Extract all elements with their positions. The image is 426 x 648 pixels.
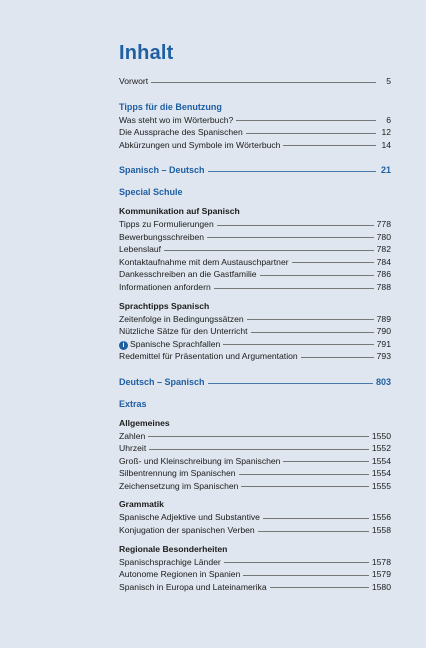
entry-label: Groß- und Kleinschreibung im Spanischen bbox=[119, 455, 281, 466]
dot-leader bbox=[151, 82, 376, 83]
entry-page: 778 bbox=[376, 218, 391, 229]
entry-label: Was steht wo im Wörterbuch? bbox=[119, 114, 234, 125]
dot-leader bbox=[247, 319, 374, 320]
toc-entry[interactable] bbox=[119, 338, 391, 351]
section-heading-special-schule: Special Schule bbox=[119, 186, 183, 197]
toc-entry[interactable] bbox=[119, 442, 391, 455]
entry-label: Deutsch – Spanisch bbox=[119, 376, 205, 387]
info-icon: i bbox=[119, 341, 128, 350]
entry-label: Zahlen bbox=[119, 430, 146, 441]
toc-entry[interactable] bbox=[119, 511, 391, 524]
toc-entry[interactable] bbox=[119, 581, 391, 594]
entry-label: Dankesschreiben an die Gastfamilie bbox=[119, 269, 257, 280]
entry-page: 12 bbox=[381, 127, 391, 138]
entry-page: 1554 bbox=[371, 455, 391, 466]
toc-entry[interactable] bbox=[119, 480, 391, 493]
entry-page: 788 bbox=[376, 281, 391, 292]
dot-leader bbox=[207, 237, 374, 238]
dot-leader bbox=[164, 250, 374, 251]
entry-page: 1552 bbox=[371, 443, 391, 454]
dot-leader bbox=[258, 531, 369, 532]
entry-label: Lebenslauf bbox=[119, 244, 162, 255]
toc-entry[interactable] bbox=[119, 556, 391, 569]
dot-leader bbox=[241, 486, 368, 487]
entry-page: 782 bbox=[376, 244, 391, 255]
toc-entry[interactable] bbox=[119, 350, 391, 363]
entry-page: 793 bbox=[376, 351, 391, 362]
dot-leader bbox=[208, 171, 376, 172]
dot-leader bbox=[236, 120, 376, 121]
dot-leader bbox=[217, 225, 374, 226]
entry-page: 1580 bbox=[371, 581, 391, 592]
page-title: Inhalt bbox=[119, 42, 174, 64]
entry-page: 780 bbox=[376, 231, 391, 242]
toc-entry[interactable] bbox=[119, 231, 391, 244]
toc-entry[interactable] bbox=[119, 325, 391, 338]
entry-page: 1556 bbox=[371, 512, 391, 523]
entry-label: Spanischsprachige Länder bbox=[119, 556, 221, 567]
subsection-heading-allgemeines: Allgemeines bbox=[119, 417, 170, 428]
entry-label: Silbentrennung im Spanischen bbox=[119, 468, 236, 479]
dot-leader bbox=[263, 518, 369, 519]
dot-leader bbox=[224, 562, 369, 563]
entry-label: Nützliche Sätze für den Unterricht bbox=[119, 326, 248, 337]
section-heading-extras: Extras bbox=[119, 398, 147, 409]
toc-entry[interactable] bbox=[119, 218, 391, 231]
entry-page: 1579 bbox=[371, 569, 391, 580]
dot-leader bbox=[251, 332, 374, 333]
toc-entry-deutsch-spanisch[interactable] bbox=[119, 376, 391, 389]
toc-entry[interactable] bbox=[119, 467, 391, 480]
toc-entry[interactable] bbox=[119, 430, 391, 443]
entry-label: Bewerbungsschreiben bbox=[119, 231, 205, 242]
entry-label: Abkürzungen und Symbole im Wörterbuch bbox=[119, 139, 281, 150]
entry-label: Redemittel für Präsentation und Argumentation bbox=[119, 351, 298, 362]
dot-leader bbox=[292, 262, 374, 263]
table-of-contents bbox=[119, 75, 391, 593]
dot-leader bbox=[283, 145, 376, 146]
entry-page: 21 bbox=[380, 165, 391, 176]
subsection-heading-grammatik: Grammatik bbox=[119, 499, 164, 510]
entry-page: 803 bbox=[375, 376, 391, 387]
entry-label: Vorwort bbox=[119, 76, 149, 86]
dot-leader bbox=[208, 383, 373, 384]
entry-page: 1550 bbox=[371, 430, 391, 441]
dot-leader bbox=[246, 133, 376, 134]
entry-label: Autonome Regionen in Spanien bbox=[119, 569, 241, 580]
toc-entry-vorwort[interactable] bbox=[119, 75, 391, 88]
entry-label: Kontaktaufnahme mit dem Austauschpartner bbox=[119, 256, 289, 267]
subsection-heading-regionale: Regionale Besonderheiten bbox=[119, 543, 228, 554]
entry-page: 786 bbox=[376, 269, 391, 280]
entry-page: 1555 bbox=[371, 480, 391, 491]
toc-entry[interactable] bbox=[119, 524, 391, 537]
entry-page: 791 bbox=[376, 338, 391, 349]
entry-page: 5 bbox=[386, 76, 391, 86]
subsection-heading-kommunikation: Kommunikation auf Spanisch bbox=[119, 205, 240, 216]
entry-label: Spanisch – Deutsch bbox=[119, 165, 205, 176]
toc-entry[interactable] bbox=[119, 268, 391, 281]
entry-label: Zeitenfolge in Bedingungssätzen bbox=[119, 313, 244, 324]
entry-page: 784 bbox=[376, 256, 391, 267]
entry-label: Konjugation der spanischen Verben bbox=[119, 525, 255, 536]
toc-entry[interactable] bbox=[119, 568, 391, 581]
entry-page: 790 bbox=[376, 326, 391, 337]
entry-page: 789 bbox=[376, 313, 391, 324]
entry-label: Spanische Adjektive und Substantive bbox=[119, 512, 260, 523]
section-heading-tipps: Tipps für die Benutzung bbox=[119, 101, 222, 112]
toc-entry[interactable] bbox=[119, 243, 391, 256]
entry-label: Die Aussprache des Spanischen bbox=[119, 127, 243, 138]
entry-page: 1554 bbox=[371, 468, 391, 479]
dot-leader bbox=[270, 587, 369, 588]
entry-label: Spanische Sprachfallen bbox=[130, 338, 221, 349]
entry-label: Tipps zu Formulierungen bbox=[119, 218, 214, 229]
entry-label: Informationen anfordern bbox=[119, 281, 211, 292]
toc-entry[interactable] bbox=[119, 281, 391, 294]
toc-entry[interactable] bbox=[119, 114, 391, 127]
dot-leader bbox=[214, 288, 374, 289]
dot-leader bbox=[243, 575, 369, 576]
toc-entry[interactable] bbox=[119, 126, 391, 139]
entry-label: Spanisch in Europa und Lateinamerika bbox=[119, 581, 267, 592]
toc-entry-spanisch-deutsch[interactable] bbox=[119, 164, 391, 177]
entry-page: 6 bbox=[386, 114, 391, 125]
toc-entry[interactable] bbox=[119, 313, 391, 326]
dot-leader bbox=[260, 275, 374, 276]
dot-leader bbox=[301, 357, 374, 358]
toc-entry[interactable] bbox=[119, 256, 391, 269]
toc-entry[interactable] bbox=[119, 139, 391, 152]
entry-label: Uhrzeit bbox=[119, 443, 147, 454]
dot-leader bbox=[283, 461, 368, 462]
dot-leader bbox=[148, 436, 369, 437]
toc-entry[interactable] bbox=[119, 455, 391, 468]
entry-page: 1558 bbox=[371, 525, 391, 536]
subsection-heading-sprachtipps: Sprachtipps Spanisch bbox=[119, 300, 210, 311]
dot-leader bbox=[239, 474, 369, 475]
entry-page: 14 bbox=[381, 139, 391, 150]
entry-page: 1578 bbox=[371, 556, 391, 567]
dot-leader bbox=[223, 344, 373, 345]
dot-leader bbox=[149, 449, 369, 450]
entry-label: Zeichensetzung im Spanischen bbox=[119, 480, 239, 491]
